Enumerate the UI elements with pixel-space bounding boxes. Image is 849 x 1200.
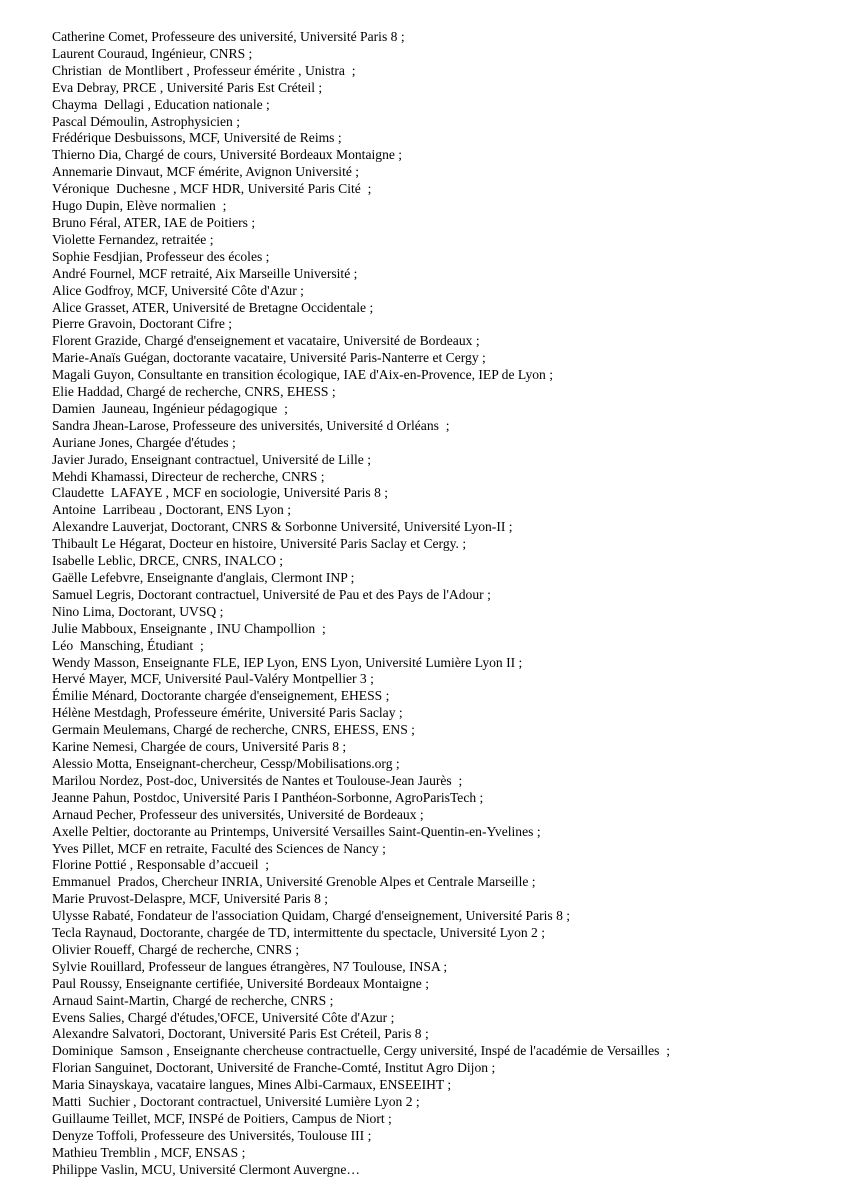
signatory-line: Hervé Mayer, MCF, Université Paul-Valéry Montpellier 3 ; (52, 671, 374, 687)
signatory-line: Eva Debray, PRCE , Université Paris Est Créteil ; (52, 79, 323, 95)
signatory-line: Léo Mansching, Étudiant ; (52, 637, 204, 653)
signatory-line: Germain Meulemans, Chargé de recherche, CNRS, EHESS, ENS ; (52, 722, 415, 738)
signatory-line: Emmanuel Prados, Chercheur INRIA, Université Grenoble Alpes et Centrale Marseille ; (52, 874, 536, 890)
signatory-line: Thibault Le Hégarat, Docteur en histoire, Université Paris Saclay et Cergy. ; (52, 536, 467, 552)
signatory-line: Claudette LAFAYE , MCF en sociologie, Université Paris 8 ; (52, 485, 389, 501)
signatory-line: Ulysse Rabaté, Fondateur de l'association Quidam, Chargé d'enseignement, Université Paris 8 ; (52, 908, 571, 924)
signatory-line: Laurent Couraud, Ingénieur, CNRS ; (52, 45, 253, 61)
signatory-line: Arnaud Pecher, Professeur des universités, Université de Bordeaux ; (52, 806, 424, 822)
signatory-line: Thierno Dia, Chargé de cours, Université Bordeaux Montaigne ; (52, 147, 403, 163)
signatory-line: Chayma Dellagi , Education nationale ; (52, 96, 270, 112)
signatory-line: Paul Roussy, Enseignante certifiée, Université Bordeaux Montaigne ; (52, 975, 430, 991)
signatory-line: Auriane Jones, Chargée d'études ; (52, 434, 236, 450)
signatory-line: Annemarie Dinvaut, MCF émérite, Avignon Université ; (52, 164, 360, 180)
signatory-line: Nino Lima, Doctorant, UVSQ ; (52, 603, 224, 619)
signatory-line: Philippe Vaslin, MCU, Université Clermont Auvergne… (52, 1161, 360, 1177)
signatory-line: Damien Jauneau, Ingénieur pédagogique ; (52, 400, 288, 416)
signatory-line: Magali Guyon, Consultante en transition écologique, IAE d'Aix-en-Provence, IEP de Lyon ; (52, 367, 554, 383)
signatory-line: Denyze Toffoli, Professeure des Universités, Toulouse III ; (52, 1127, 372, 1143)
signatory-line: Jeanne Pahun, Postdoc, Université Paris I Panthéon-Sorbonne, AgroParisTech ; (52, 789, 484, 805)
signatory-line: Olivier Roueff, Chargé de recherche, CNRS ; (52, 941, 300, 957)
signatory-line: Antoine Larribeau , Doctorant, ENS Lyon ; (52, 502, 291, 518)
signatory-line: Alice Grasset, ATER, Université de Bretagne Occidentale ; (52, 299, 374, 315)
signatory-line: Mehdi Khamassi, Directeur de recherche, CNRS ; (52, 468, 325, 484)
document-page (52, 29, 832, 1179)
signatory-line: Mathieu Tremblin , MCF, ENSAS ; (52, 1144, 246, 1160)
signatory-line: Alexandre Lauverjat, Doctorant, CNRS & Sorbonne Université, Université Lyon-II ; (52, 519, 513, 535)
signatory-line: Christian de Montlibert , Professeur émérite , Unistra ; (52, 62, 356, 78)
signatory-line: Sandra Jhean-Larose, Professeure des universités, Université d Orléans ; (52, 417, 450, 433)
signatory-line: Sylvie Rouillard, Professeur de langues étrangères, N7 Toulouse, INSA ; (52, 958, 448, 974)
signatory-line: Dominique Samson , Enseignante chercheuse contractuelle, Cergy université, Inspé de l'académie de Versailles ; (52, 1043, 670, 1059)
signatory-line: Wendy Masson, Enseignante FLE, IEP Lyon, ENS Lyon, Université Lumière Lyon II ; (52, 654, 523, 670)
signatory-line: Marie Pruvost-Delaspre, MCF, Université Paris 8 ; (52, 891, 329, 907)
signatory-line: Samuel Legris, Doctorant contractuel, Université de Pau et des Pays de l'Adour ; (52, 586, 491, 602)
signatory-line: Véronique Duchesne , MCF HDR, Université Paris Cité ; (52, 181, 372, 197)
signatory-line: Hugo Dupin, Elève normalien ; (52, 198, 227, 214)
signatory-line: Karine Nemesi, Chargée de cours, Université Paris 8 ; (52, 739, 347, 755)
signatory-list (52, 29, 832, 1179)
signatory-line: Javier Jurado, Enseignant contractuel, Université de Lille ; (52, 451, 371, 467)
signatory-line: Florent Grazide, Chargé d'enseignement et vacataire, Université de Bordeaux ; (52, 333, 480, 349)
signatory-line: Marie-Anaïs Guégan, doctorante vacataire, Université Paris-Nanterre et Cergy ; (52, 350, 486, 366)
signatory-line: Pierre Gravoin, Doctorant Cifre ; (52, 316, 233, 332)
signatory-line: Tecla Raynaud, Doctorante, chargée de TD, intermittente du spectacle, Université Lyon 2 ; (52, 925, 546, 941)
signatory-line: Marilou Nordez, Post-doc, Universités de Nantes et Toulouse-Jean Jaurès ; (52, 772, 463, 788)
signatory-line: Elie Haddad, Chargé de recherche, CNRS, EHESS ; (52, 384, 336, 400)
signatory-line: Yves Pillet, MCF en retraite, Faculté des Sciences de Nancy ; (52, 840, 386, 856)
signatory-line: Émilie Ménard, Doctorante chargée d'enseignement, EHESS ; (52, 688, 390, 704)
signatory-line: Guillaume Teillet, MCF, INSPé de Poitiers, Campus de Niort ; (52, 1111, 392, 1126)
signatory-line: Maria Sinayskaya, vacataire langues, Mines Albi-Carmaux, ENSEEIHT ; (52, 1077, 452, 1093)
signatory-line: Pascal Démoulin, Astrophysicien ; (52, 113, 241, 129)
signatory-line: Sophie Fesdjian, Professeur des écoles ; (52, 248, 270, 264)
signatory-line: Florian Sanguinet, Doctorant, Université de Franche-Comté, Institut Agro Dijon ; (52, 1060, 496, 1076)
signatory-line: Alice Godfroy, MCF, Université Côte d'Azur ; (52, 282, 304, 298)
signatory-line: Evens Salies, Chargé d'études,'OFCE, Université Côte d'Azur ; (52, 1009, 395, 1025)
signatory-line: Frédérique Desbuissons, MCF, Université de Reims ; (52, 130, 342, 146)
signatory-line: Violette Fernandez, retraitée ; (52, 231, 214, 247)
signatory-line: Bruno Féral, ATER, IAE de Poitiers ; (52, 214, 256, 230)
signatory-line: André Fournel, MCF retraité, Aix Marseille Université ; (52, 265, 358, 281)
signatory-line: Alexandre Salvatori, Doctorant, Université Paris Est Créteil, Paris 8 ; (52, 1026, 429, 1042)
signatory-line: Florine Pottié , Responsable d’accueil ; (52, 857, 270, 873)
signatory-line: Alessio Motta, Enseignant-chercheur, Cessp/Mobilisations.org ; (52, 755, 400, 771)
signatory-line: Axelle Peltier, doctorante au Printemps, Université Versailles Saint-Quentin-en-Yvelines ; (52, 823, 541, 839)
signatory-line: Hélène Mestdagh, Professeure émérite, Université Paris Saclay ; (52, 705, 403, 721)
signatory-line: Isabelle Leblic, DRCE, CNRS, INALCO ; (52, 553, 284, 569)
signatory-line: Matti Suchier , Doctorant contractuel, Université Lumière Lyon 2 ; (52, 1094, 420, 1110)
signatory-line: Julie Mabboux, Enseignante , INU Champollion ; (52, 620, 326, 636)
signatory-line: Arnaud Saint-Martin, Chargé de recherche, CNRS ; (52, 992, 334, 1008)
signatory-line: Gaëlle Lefebvre, Enseignante d'anglais, Clermont INP ; (52, 570, 355, 585)
signatory-line: Catherine Comet, Professeure des université, Université Paris 8 ; (52, 29, 405, 44)
